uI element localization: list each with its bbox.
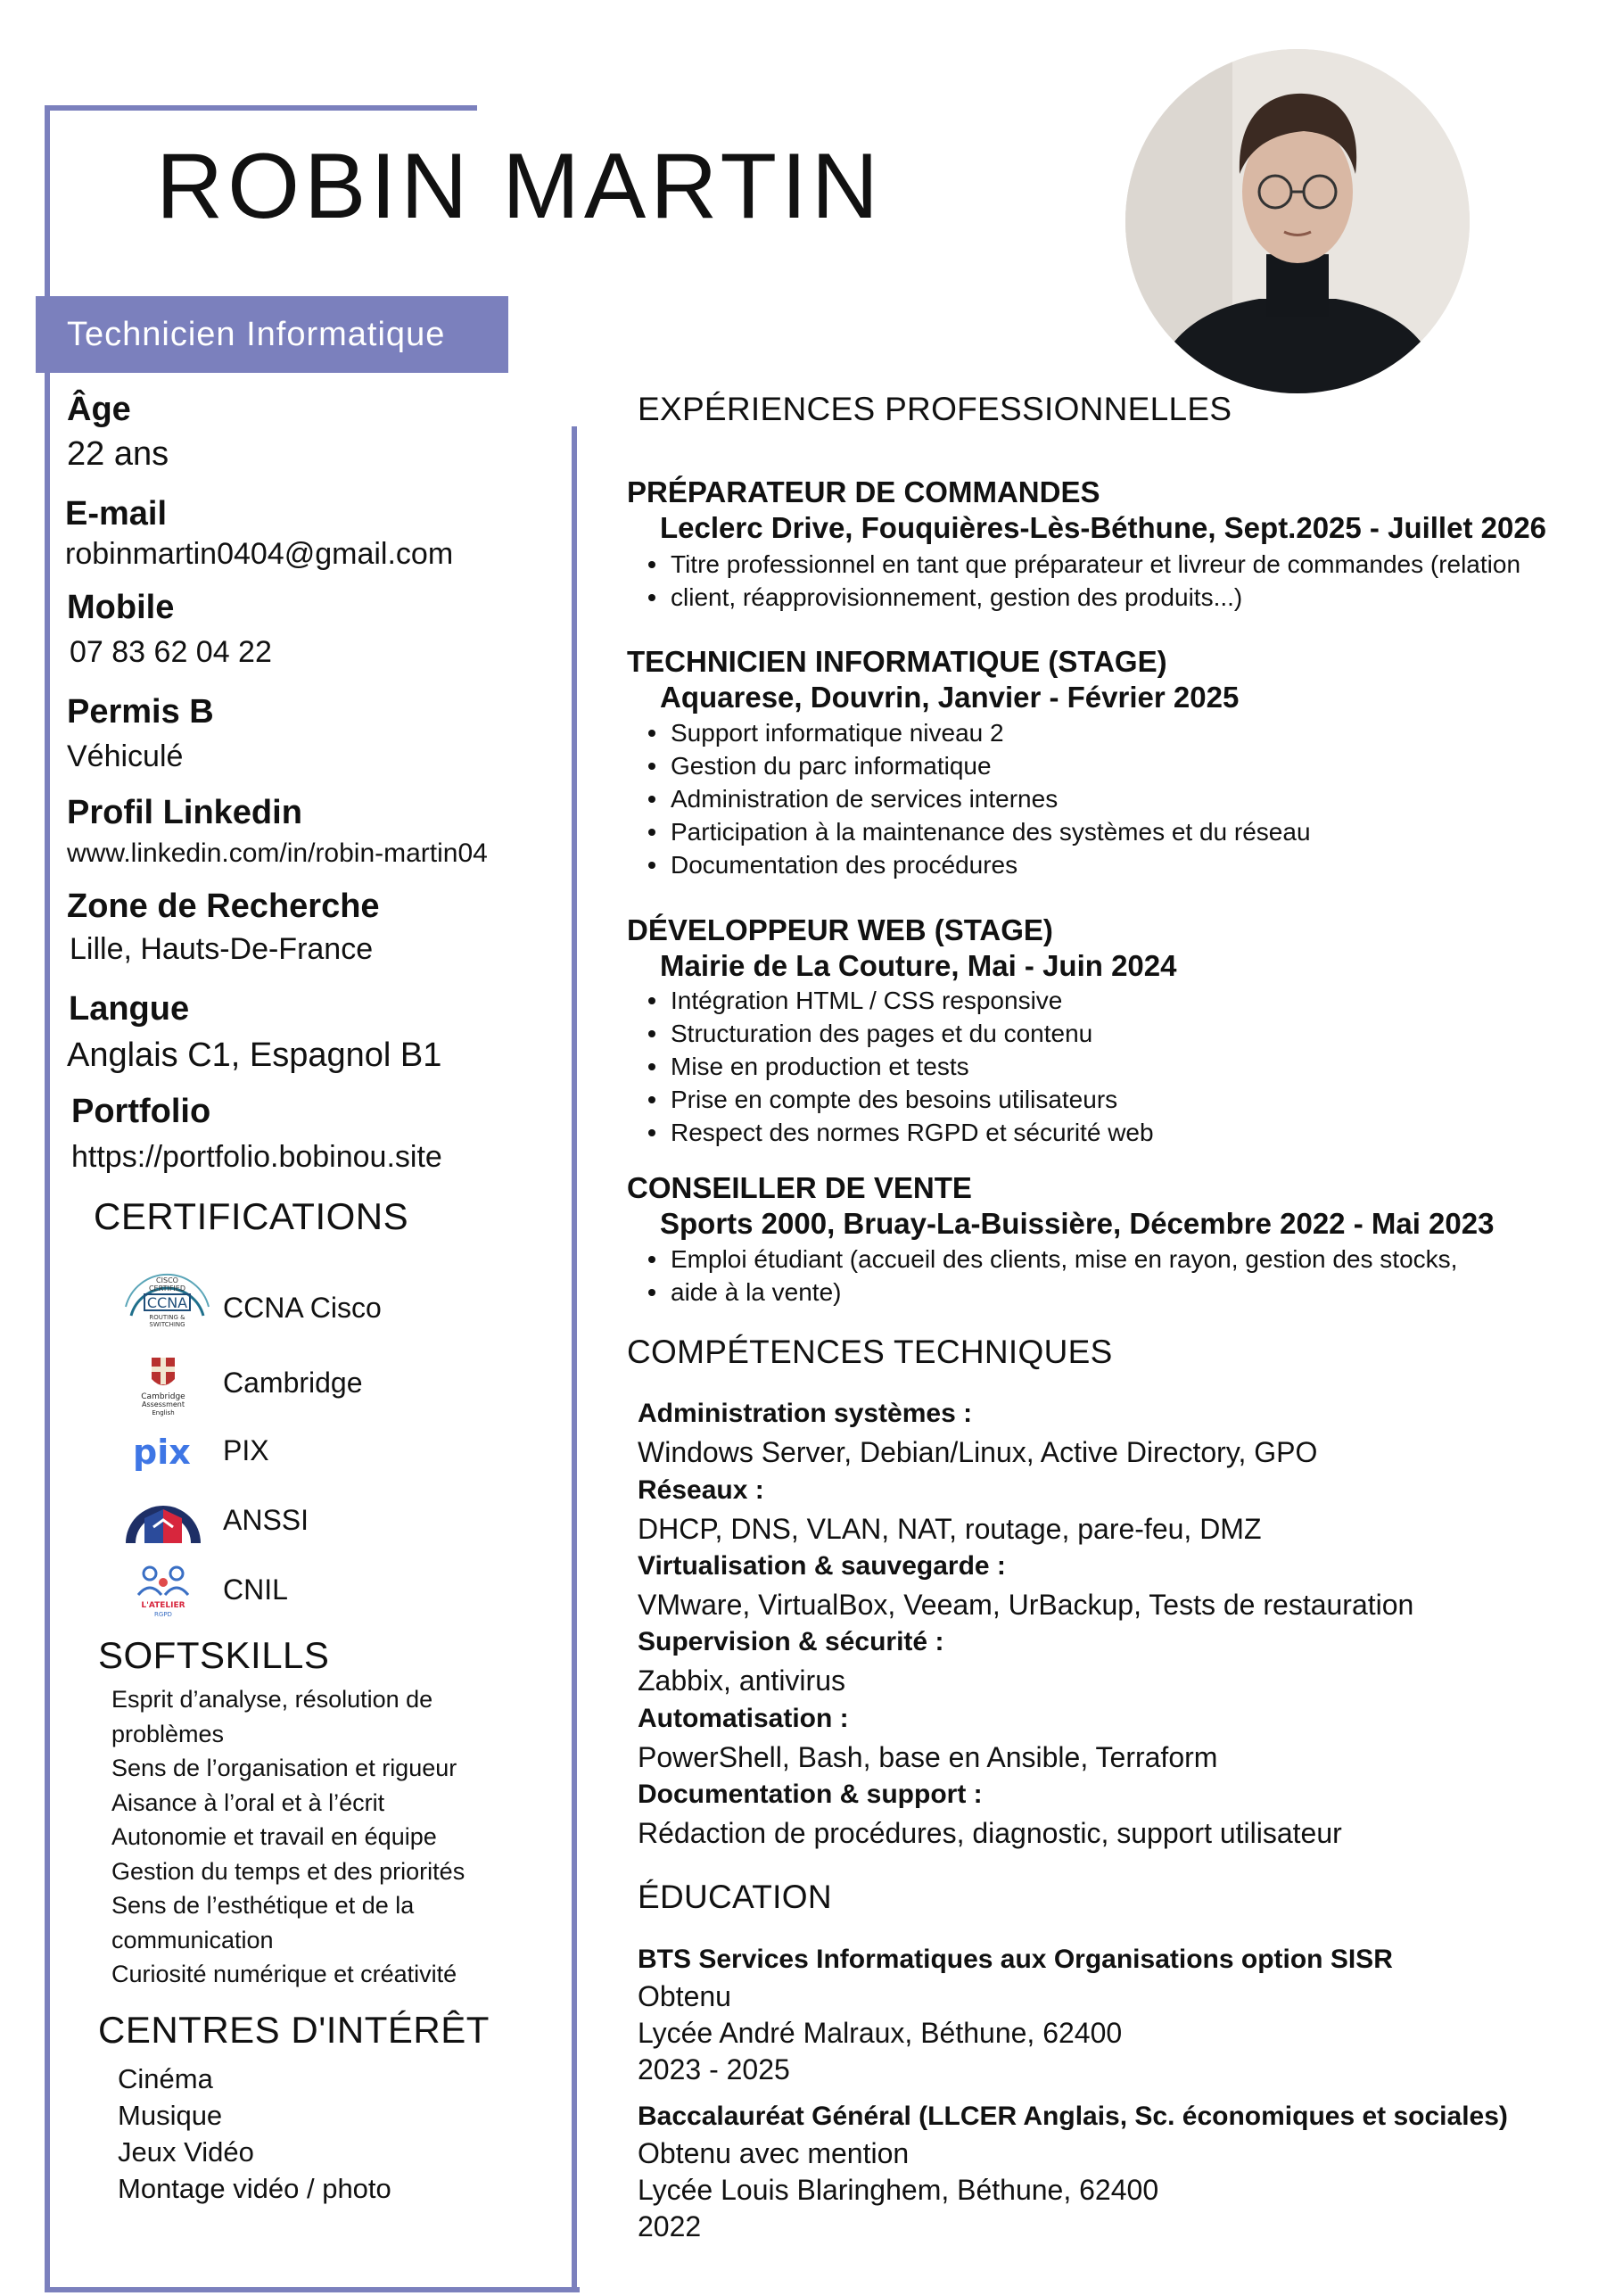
interest-item: Montage vidéo / photo — [118, 2173, 391, 2204]
linkedin-label: Profil Linkedin — [67, 794, 302, 831]
job-company-3: Mairie de La Couture, Mai - Juin 2024 — [660, 949, 1177, 982]
candidate-name: ROBIN MARTIN — [156, 135, 884, 238]
license-label: Permis B — [67, 693, 214, 731]
svg-text:English: English — [152, 1409, 175, 1416]
svg-text:RGPD: RGPD — [154, 1611, 172, 1618]
portfolio-label: Portfolio — [71, 1093, 211, 1130]
zone-value: Lille, Hauts-De-France — [70, 932, 374, 966]
cert-anssi: ANSSI — [223, 1504, 309, 1536]
bullet-item: Participation à la maintenance des systèmes et du réseau — [648, 815, 1311, 848]
svg-text:CCNA: CCNA — [146, 1294, 188, 1311]
language-value: Anglais C1, Espagnol B1 — [67, 1037, 442, 1074]
bullet-item: Administration de services internes — [648, 782, 1311, 815]
language-label: Langue — [69, 990, 190, 1028]
skill-label: Virtualisation & sauvegarde : — [638, 1551, 1006, 1581]
skill-value: Zabbix, antivirus — [638, 1664, 845, 1697]
interest-item: Musique — [118, 2100, 223, 2131]
frame-left-line — [45, 105, 50, 2292]
bullet-item: Prise en compte des besoins utilisateurs — [648, 1083, 1154, 1116]
job-bullets-1 — [627, 548, 1520, 614]
bullet-item: Titre professionnel en tant que préparateur et livreur de commandes (relation — [648, 548, 1520, 581]
mobile-label: Mobile — [67, 589, 175, 626]
svg-text:Cambridge: Cambridge — [141, 1392, 185, 1401]
job-role-3: DÉVELOPPEUR WEB (STAGE) — [627, 913, 1053, 946]
license-value: Véhiculé — [67, 739, 184, 773]
degree-details — [638, 2135, 1158, 2245]
skill-value: DHCP, DNS, VLAN, NAT, routage, pare-feu, DMZ — [638, 1513, 1262, 1545]
bullet-item: client, réapprovisionnement, gestion des produits...) — [648, 581, 1520, 614]
bullet-item: Gestion du parc informatique — [648, 749, 1311, 782]
age-label: Âge — [67, 391, 131, 428]
portfolio-value[interactable]: https://portfolio.bobinou.site — [71, 1140, 442, 1174]
degree-line: 2022 — [638, 2210, 702, 2242]
bullet-item: Emploi étudiant (accueil des clients, mise en rayon, gestion des stocks, — [648, 1243, 1457, 1276]
frame-bottom-line — [45, 2287, 580, 2292]
job-title-banner: Technicien Informatique — [36, 296, 508, 373]
job-role-1: PRÉPARATEUR DE COMMANDES — [627, 475, 1100, 508]
svg-text:SWITCHING: SWITCHING — [149, 1321, 185, 1328]
bullet-item: aide à la vente) — [648, 1276, 1457, 1309]
skills-heading: COMPÉTENCES TECHNIQUES — [627, 1334, 1113, 1370]
job-company-1: Leclerc Drive, Fouquières-Lès-Béthune, Sept.2025 - Juillet 2026 — [660, 511, 1547, 544]
job-role-4: CONSEILLER DE VENTE — [627, 1171, 972, 1204]
cnil-logo-icon — [134, 1563, 193, 1618]
anssi-logo-icon — [123, 1488, 203, 1543]
experience-heading: EXPÉRIENCES PROFESSIONNELLES — [638, 391, 1232, 427]
skill-value: Windows Server, Debian/Linux, Active Directory, GPO — [638, 1436, 1318, 1468]
softskill-line: Autonomie et travail en équipe — [111, 1823, 437, 1850]
skill-label: Documentation & support : — [638, 1780, 983, 1809]
degree-title: BTS Services Informatiques aux Organisations option SISR — [638, 1945, 1393, 1974]
linkedin-value[interactable]: www.linkedin.com/in/robin-martin04 — [67, 838, 488, 868]
skill-value: Rédaction de procédures, diagnostic, support utilisateur — [638, 1817, 1342, 1849]
svg-text:CISCO: CISCO — [156, 1276, 178, 1284]
softskill-line: Esprit d’analyse, résolution de — [111, 1686, 433, 1713]
pix-logo-icon — [129, 1432, 196, 1476]
svg-text:Assessment: Assessment — [142, 1400, 185, 1408]
email-label: E-mail — [65, 495, 168, 533]
bullet-item: Respect des normes RGPD et sécurité web — [648, 1116, 1154, 1149]
cert-pix: PIX — [223, 1434, 269, 1466]
cert-cambridge: Cambridge — [223, 1367, 363, 1399]
age-value: 22 ans — [67, 435, 169, 473]
softskill-line: Gestion du temps et des priorités — [111, 1857, 465, 1885]
profile-photo — [1125, 49, 1470, 393]
skill-label: Administration systèmes : — [638, 1399, 973, 1428]
skill-value: VMware, VirtualBox, Veeam, UrBackup, Tests de restauration — [638, 1589, 1414, 1621]
bullet-item: Structuration des pages et du contenu — [648, 1017, 1154, 1050]
bullet-item: Intégration HTML / CSS responsive — [648, 984, 1154, 1017]
skill-label: Supervision & sécurité : — [638, 1627, 944, 1656]
frame-column-divider — [572, 426, 577, 2292]
certifications-heading: CERTIFICATIONS — [94, 1195, 409, 1237]
zone-label: Zone de Recherche — [67, 888, 380, 925]
interests-heading: CENTRES D'INTÉRÊT — [98, 2009, 490, 2051]
email-value[interactable]: robinmartin0404@gmail.com — [65, 537, 454, 571]
softskill-line: Curiosité numérique et créativité — [111, 1961, 457, 1987]
softskill-line: communication — [111, 1926, 274, 1953]
softskills-list — [111, 1682, 465, 1992]
mobile-value: 07 83 62 04 22 — [70, 635, 272, 669]
cambridge-logo-icon — [132, 1354, 194, 1418]
job-company-4: Sports 2000, Bruay-La-Buissière, Décembre 2022 - Mai 2023 — [660, 1207, 1495, 1240]
bullet-item: Documentation des procédures — [648, 848, 1311, 881]
skill-label: Automatisation : — [638, 1704, 849, 1733]
degree-line: Lycée André Malraux, Béthune, 62400 — [638, 2017, 1123, 2049]
job-bullets-2 — [627, 716, 1311, 881]
interest-item: Cinéma — [118, 2063, 213, 2094]
interest-item: Jeux Vidéo — [118, 2136, 254, 2168]
ccna-logo-icon — [120, 1271, 214, 1335]
svg-text:CERTIFIED: CERTIFIED — [148, 1284, 186, 1293]
job-role-2: TECHNICIEN INFORMATIQUE (STAGE) — [627, 645, 1167, 678]
svg-text:pix: pix — [133, 1433, 191, 1472]
interests-list — [118, 2061, 391, 2207]
degree-line: 2023 - 2025 — [638, 2053, 790, 2085]
svg-text:ROUTING &: ROUTING & — [149, 1314, 185, 1321]
cert-cnil: CNIL — [223, 1573, 288, 1606]
bullet-item: Mise en production et tests — [648, 1050, 1154, 1083]
frame-top-line — [45, 105, 477, 111]
svg-text:L'ATELIER: L'ATELIER — [141, 1601, 185, 1610]
job-bullets-4 — [627, 1243, 1457, 1309]
softskills-heading: SOFTSKILLS — [98, 1634, 330, 1676]
softskill-line: Aisance à l’oral et à l’écrit — [111, 1788, 385, 1816]
degree-line: Obtenu avec mention — [638, 2137, 910, 2169]
degree-line: Lycée Louis Blaringhem, Béthune, 62400 — [638, 2174, 1159, 2206]
degree-title: Baccalauréat Général (LLCER Anglais, Sc. économiques et sociales) — [638, 2102, 1508, 2131]
job-company-2: Aquarese, Douvrin, Janvier - Février 2025 — [660, 681, 1240, 714]
degree-line: Obtenu — [638, 1980, 731, 2012]
softskill-line: problèmes — [111, 1720, 225, 1747]
cert-ccna: CCNA Cisco — [223, 1292, 382, 1324]
skill-value: PowerShell, Bash, base en Ansible, Terraform — [638, 1741, 1218, 1773]
education-heading: ÉDUCATION — [638, 1879, 832, 1915]
job-bullets-3 — [627, 984, 1154, 1149]
softskill-line: Sens de l’organisation et rigueur — [111, 1755, 457, 1781]
bullet-item: Support informatique niveau 2 — [648, 716, 1311, 749]
skill-label: Réseaux : — [638, 1475, 764, 1505]
degree-details — [638, 1978, 1122, 2088]
softskill-line: Sens de l’esthétique et de la — [111, 1892, 415, 1919]
